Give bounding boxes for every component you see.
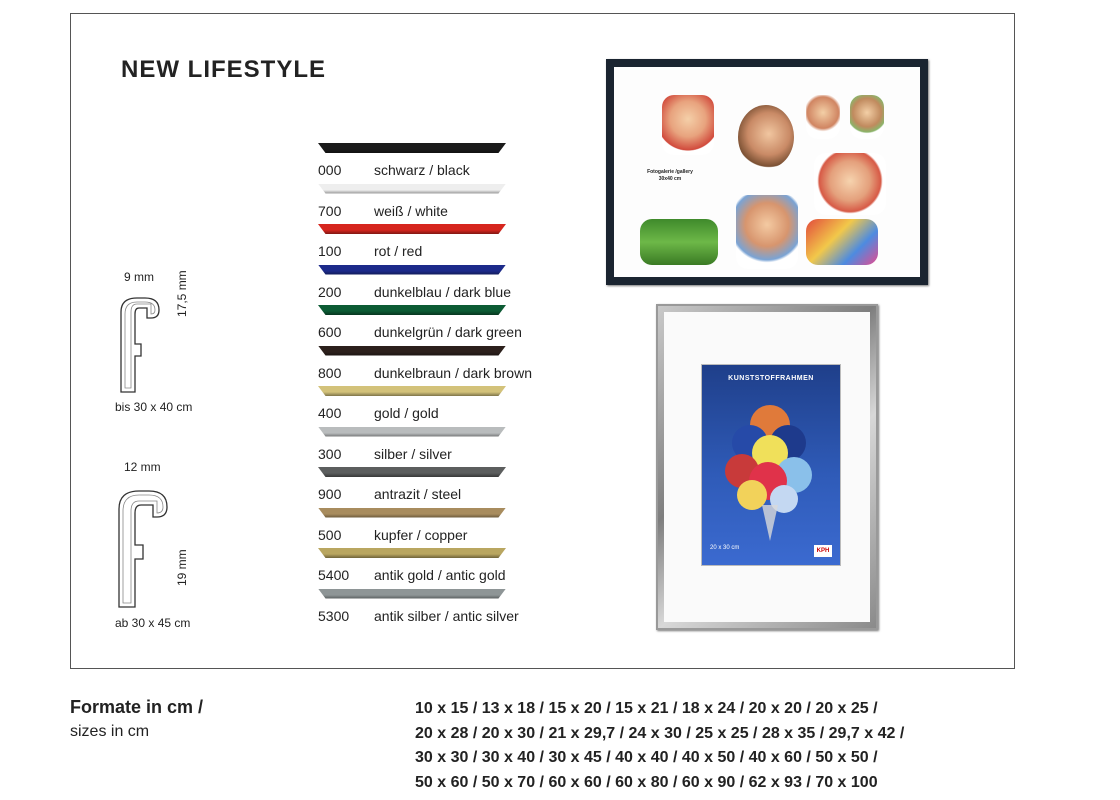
photo-grandfather xyxy=(850,95,884,139)
color-swatch xyxy=(318,346,506,356)
sizes-line: 50 x 60 / 50 x 70 / 60 x 60 / 60 x 80 / 60 x 90 / 62 x 93 / 70 x 100 xyxy=(415,773,878,791)
color-code: 300 xyxy=(318,445,342,462)
photo-girls xyxy=(814,153,886,215)
profile-1-width: 9 mm xyxy=(124,270,154,284)
poster-title: KUNSTSTOFFRAHMEN xyxy=(728,375,814,382)
color-row xyxy=(318,141,578,182)
color-code: 700 xyxy=(318,202,342,219)
color-row xyxy=(318,344,578,385)
color-label: antik silber / antic silver xyxy=(374,607,519,624)
profile-2-drawing xyxy=(113,487,173,611)
color-label: kupfer / copper xyxy=(374,526,468,543)
frame-mat xyxy=(664,312,870,622)
color-code: 100 xyxy=(318,243,342,259)
page-title: NEW LIFESTYLE xyxy=(121,56,326,83)
poster-size: 20 x 30 cm xyxy=(710,545,740,551)
color-code: 800 xyxy=(318,364,342,381)
color-label: weiß / white xyxy=(374,202,448,219)
color-row xyxy=(318,263,578,304)
poster-logo: KPH xyxy=(814,545,832,557)
color-row xyxy=(318,303,578,344)
color-row xyxy=(318,425,578,466)
color-label: dunkelbraun / dark brown xyxy=(374,364,532,381)
photo-family xyxy=(736,195,798,269)
color-swatch xyxy=(318,184,506,194)
color-row xyxy=(318,384,578,425)
color-swatch xyxy=(318,305,506,315)
color-row xyxy=(318,546,578,587)
color-label: antik gold / antic gold xyxy=(374,567,506,583)
color-label: dunkelblau / dark blue xyxy=(374,283,511,300)
color-row xyxy=(318,506,578,547)
color-swatch xyxy=(318,508,506,518)
frame-mat xyxy=(614,67,920,277)
color-code: 000 xyxy=(318,162,342,178)
color-swatch xyxy=(318,224,506,234)
sizes-line: 10 x 15 / 13 x 18 / 15 x 20 / 15 x 21 / 18 x 24 / 20 x 20 / 20 x 25 / xyxy=(415,700,878,717)
profile-2-width: 12 mm xyxy=(124,460,161,474)
color-row xyxy=(318,465,578,506)
gallery-frame-image xyxy=(606,59,928,285)
color-swatch xyxy=(318,386,506,396)
photo-dog xyxy=(640,219,718,265)
color-list xyxy=(318,141,578,627)
sizes-list xyxy=(415,697,1020,795)
formats-title: Formate in cm / xyxy=(70,697,204,717)
profile-2-range: ab 30 x 45 cm xyxy=(115,616,191,630)
gallery-label: Fotogalerie /gallery 30x40 cm xyxy=(647,169,693,182)
profile-2-height: 19 mm xyxy=(175,549,189,586)
photo-children xyxy=(662,95,714,155)
color-label: antrazit / steel xyxy=(374,486,462,502)
color-row xyxy=(318,587,578,628)
profile-1-drawing xyxy=(115,294,165,396)
color-label: silber / silver xyxy=(374,445,452,462)
balloons-illustration xyxy=(712,395,830,545)
profile-1-height: 17,5 mm xyxy=(175,270,189,317)
photo-couple xyxy=(738,105,794,169)
color-row xyxy=(318,222,578,263)
photo-gifts xyxy=(806,219,878,265)
sizes-line: 30 x 30 / 30 x 40 / 30 x 45 / 40 x 40 / 40 x 50 / 40 x 60 / 50 x 50 / xyxy=(415,749,878,766)
color-swatch xyxy=(318,467,506,477)
color-swatch xyxy=(318,589,506,599)
color-code: 5400 xyxy=(318,567,350,583)
color-row xyxy=(318,182,578,223)
photo-kids xyxy=(806,95,840,139)
color-code: 5300 xyxy=(318,607,350,624)
color-swatch xyxy=(318,143,506,153)
catalog-card xyxy=(70,13,1015,669)
color-swatch xyxy=(318,427,506,437)
color-label: gold / gold xyxy=(374,405,439,421)
color-label: rot / red xyxy=(374,243,423,259)
color-swatch xyxy=(318,548,506,558)
color-code: 600 xyxy=(318,324,342,340)
formats-subtitle: sizes in cm xyxy=(70,723,150,740)
poster-image xyxy=(701,364,841,566)
color-label: dunkelgrün / dark green xyxy=(374,324,522,340)
color-swatch xyxy=(318,265,506,275)
silver-frame-image xyxy=(656,304,878,630)
color-code: 200 xyxy=(318,283,342,300)
sizes-line: 20 x 28 / 20 x 30 / 21 x 29,7 / 24 x 30 / 25 x 25 / 28 x 35 / 29,7 x 42 / xyxy=(415,724,905,742)
color-code: 400 xyxy=(318,405,342,421)
color-code: 500 xyxy=(318,526,342,543)
color-label: schwarz / black xyxy=(374,162,470,178)
color-code: 900 xyxy=(318,486,342,502)
profile-1-range: bis 30 x 40 cm xyxy=(115,400,193,414)
